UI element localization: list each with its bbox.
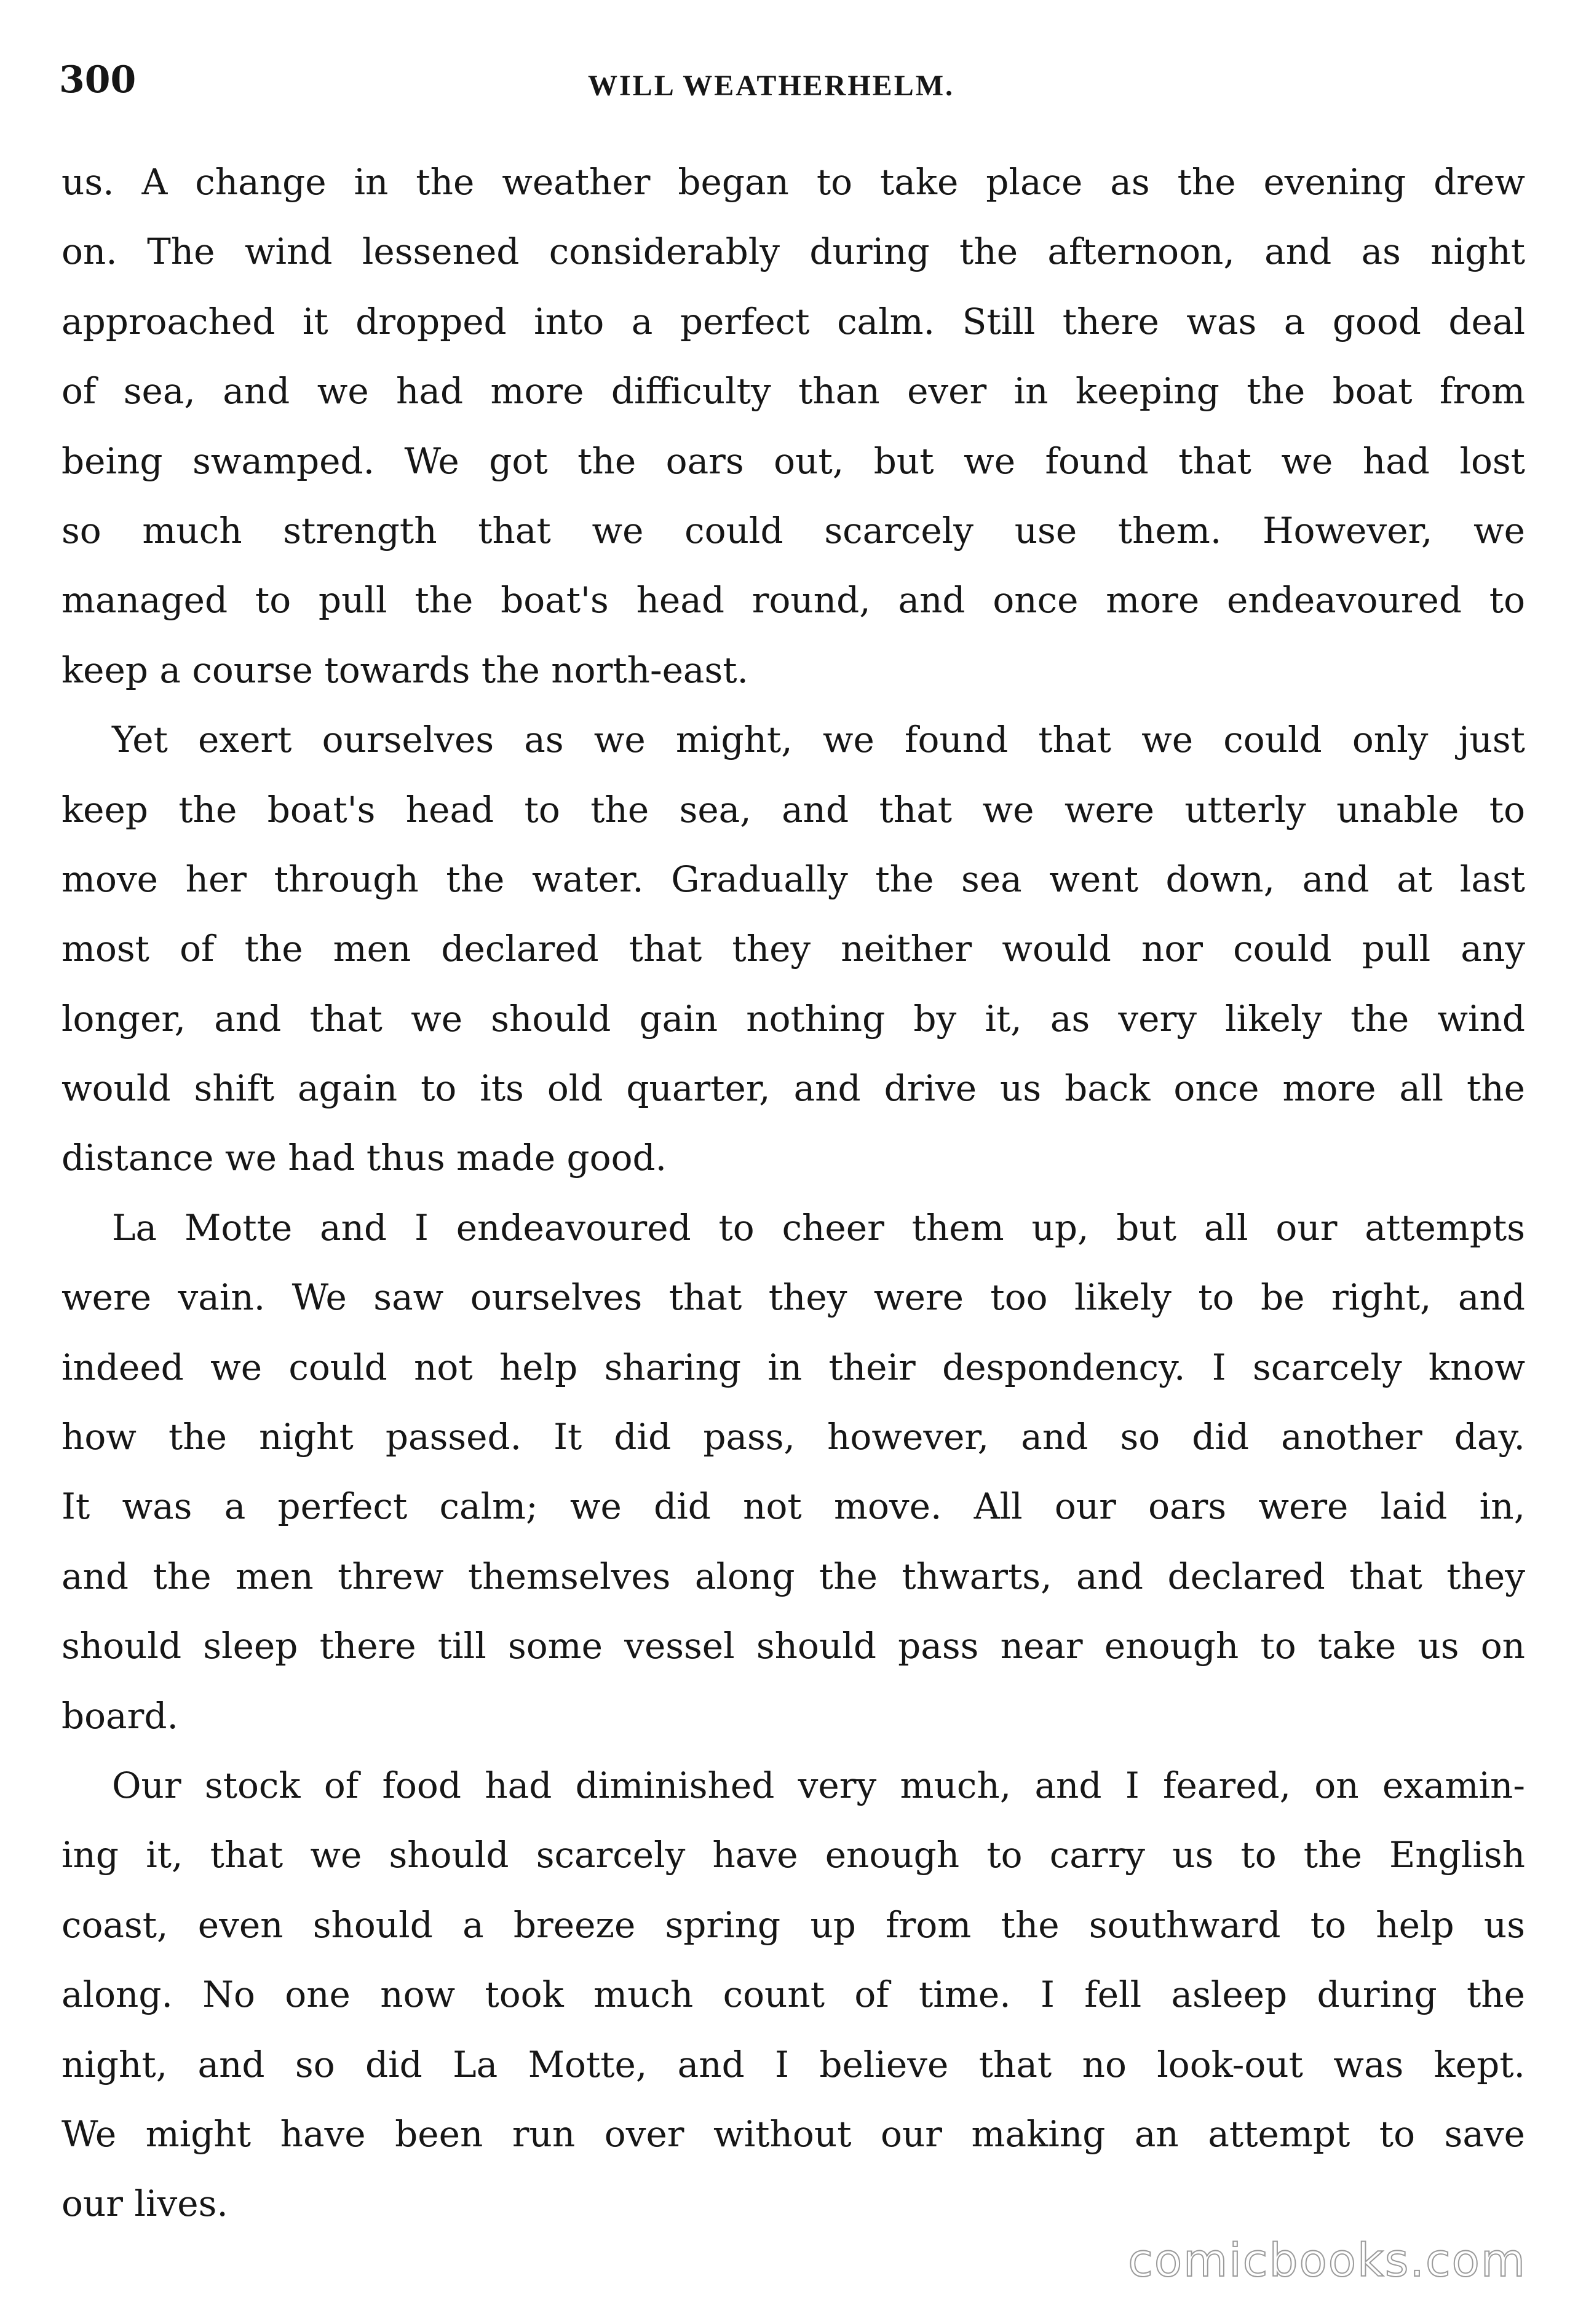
- text-line: on. The wind lessened considerably during the afternoon, and as night: [61, 231, 1525, 273]
- text-line: keep a course towards the north-east.: [61, 649, 748, 691]
- text-line: being swamped. We got the oars out, but we found that we had lost: [61, 440, 1525, 482]
- page-number: 300: [59, 58, 137, 101]
- text-line: how the night passed. It did pass, however, and so did another day.: [61, 1416, 1525, 1458]
- text-line: keep the boat's head to the sea, and that we were utterly unable to: [61, 788, 1525, 831]
- text-line: Our stock of food had diminished very much, and I feared, on examin-: [112, 1764, 1525, 1806]
- watermark: comicbooks.com: [1128, 2234, 1526, 2287]
- text-line: so much strength that we could scarcely use them. However, we: [61, 509, 1525, 551]
- text-line: distance we had thus made good.: [61, 1137, 667, 1179]
- body-text: [61, 148, 1525, 2239]
- text-line: and the men threw themselves along the thwarts, and declared that they: [61, 1555, 1525, 1597]
- text-line: were vain. We saw ourselves that they were too likely to be right, and: [61, 1276, 1525, 1319]
- text-line: It was a perfect calm; we did not move. All our oars were laid in,: [61, 1485, 1525, 1528]
- text-line: night, and so did La Motte, and I believe that no look-out was kept.: [61, 2043, 1525, 2085]
- text-line: of sea, and we had more difficulty than ever in keeping the boat from: [61, 370, 1525, 413]
- text-line: should sleep there till some vessel should pass near enough to take us on: [61, 1625, 1525, 1667]
- text-line: our lives.: [61, 2183, 228, 2225]
- text-line: La Motte and I endeavoured to cheer them up, but all our attempts: [112, 1206, 1525, 1249]
- text-line: approached it dropped into a perfect calm. Still there was a good deal: [61, 300, 1525, 342]
- text-line: managed to pull the boat's head round, and once more endeavoured to: [61, 579, 1525, 622]
- text-line: board.: [61, 1694, 178, 1737]
- text-line: would shift again to its old quarter, and drive us back once more all the: [61, 1067, 1525, 1110]
- text-line: move her through the water. Gradually the sea went down, and at last: [61, 858, 1525, 900]
- text-line: coast, even should a breeze spring up from the southward to help us: [61, 1903, 1525, 1946]
- text-line: along. No one now took much count of time. I fell asleep during the: [61, 1974, 1525, 2016]
- text-line: indeed we could not help sharing in their despondency. I scarcely know: [61, 1346, 1525, 1388]
- running-head: WILL WEATHERHELM.: [588, 69, 955, 102]
- text-line: ing it, that we should scarcely have enough to carry us to the English: [61, 1834, 1525, 1876]
- text-line: longer, and that we should gain nothing by it, as very likely the wind: [61, 997, 1525, 1040]
- text-line: us. A change in the weather began to take place as the evening drew: [61, 161, 1525, 203]
- text-line: Yet exert ourselves as we might, we found that we could only just: [112, 719, 1525, 761]
- text-line: most of the men declared that they neither would nor could pull any: [61, 928, 1525, 970]
- page-header: [59, 52, 1535, 108]
- text-line: We might have been run over without our making an attempt to save: [61, 2113, 1525, 2155]
